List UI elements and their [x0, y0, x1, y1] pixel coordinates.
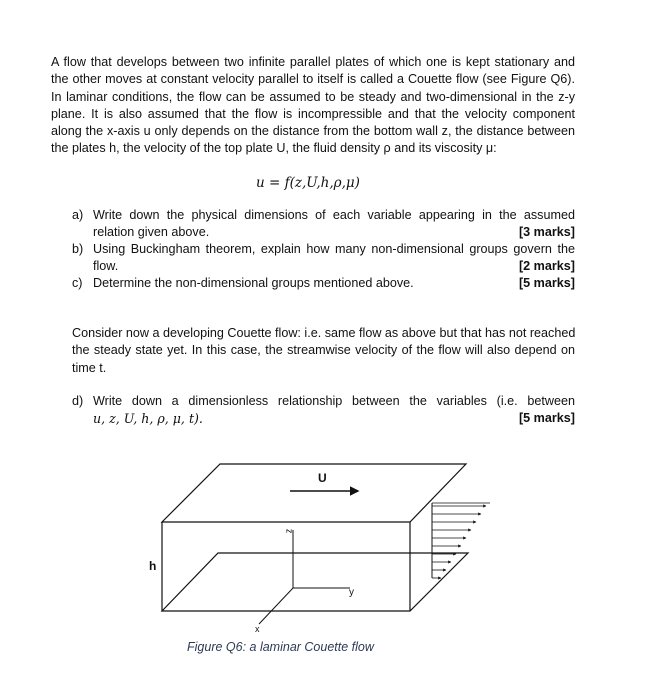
intro-line: A flow that develops between two infinite parallel plates of which one is kept stationary and	[51, 55, 575, 69]
developing-line: the steady state yet. In this case, the streamwise velocity of the flow will also depend on	[72, 343, 575, 358]
marks-badge: [2 marks]	[518, 259, 575, 273]
velocity-profile	[432, 503, 490, 578]
question-text: flow.	[93, 259, 119, 273]
bottom-plate	[162, 553, 468, 611]
marks-badge: [5 marks]	[518, 276, 575, 290]
intro-line: along the x-axis u only depends on the distance from the bottom wall z, the distance between	[51, 124, 575, 139]
question-text: Determine the non-dimensional groups mentioned above.	[93, 276, 414, 290]
equation: u = f(z,U,h,ρ,μ)	[256, 175, 360, 191]
developing-line: time t.	[72, 360, 107, 375]
label-x: x	[255, 624, 260, 634]
figure-caption: Figure Q6: a laminar Couette flow	[187, 640, 374, 654]
question-text: u, z, U, h, ρ, μ, t).	[93, 411, 203, 426]
question-text: relation given above.	[93, 225, 210, 239]
label-y: y	[349, 587, 354, 598]
marks-badge: [3 marks]	[518, 225, 575, 239]
label-U: U	[318, 471, 327, 485]
x-axis	[259, 588, 293, 624]
intro-line: the plates h, the velocity of the top plate U, the fluid density ρ and its viscosity μ:	[51, 141, 497, 156]
intro-line: the other moves at constant velocity parallel to itself is called a Couette flow (see Figure Q6).	[51, 72, 575, 87]
question-text: Write down the physical dimensions of each variable appearing in the assumed	[93, 208, 575, 222]
question-text: Using Buckingham theorem, explain how many non-dimensional groups govern the	[93, 242, 575, 256]
question-label: c)	[72, 276, 83, 290]
marks-badge: [5 marks]	[518, 411, 575, 425]
top-plate	[162, 464, 466, 522]
question-label: a)	[72, 208, 84, 222]
label-h: h	[149, 559, 157, 573]
intro-line: plane. It is also assumed that the flow is incompressible and that the velocity component	[51, 106, 575, 121]
question-label: b)	[72, 242, 84, 256]
question-text: Write down a dimensionless relationship between the variables (i.e. between	[93, 394, 575, 408]
label-z: z	[283, 528, 294, 534]
question-label: d)	[72, 394, 84, 408]
developing-line: Consider now a developing Couette flow: i.e. same flow as above but that has not reached	[72, 326, 576, 340]
intro-line: In laminar conditions, the flow can be assumed to be steady and two-dimensional in the z-y	[51, 89, 575, 104]
